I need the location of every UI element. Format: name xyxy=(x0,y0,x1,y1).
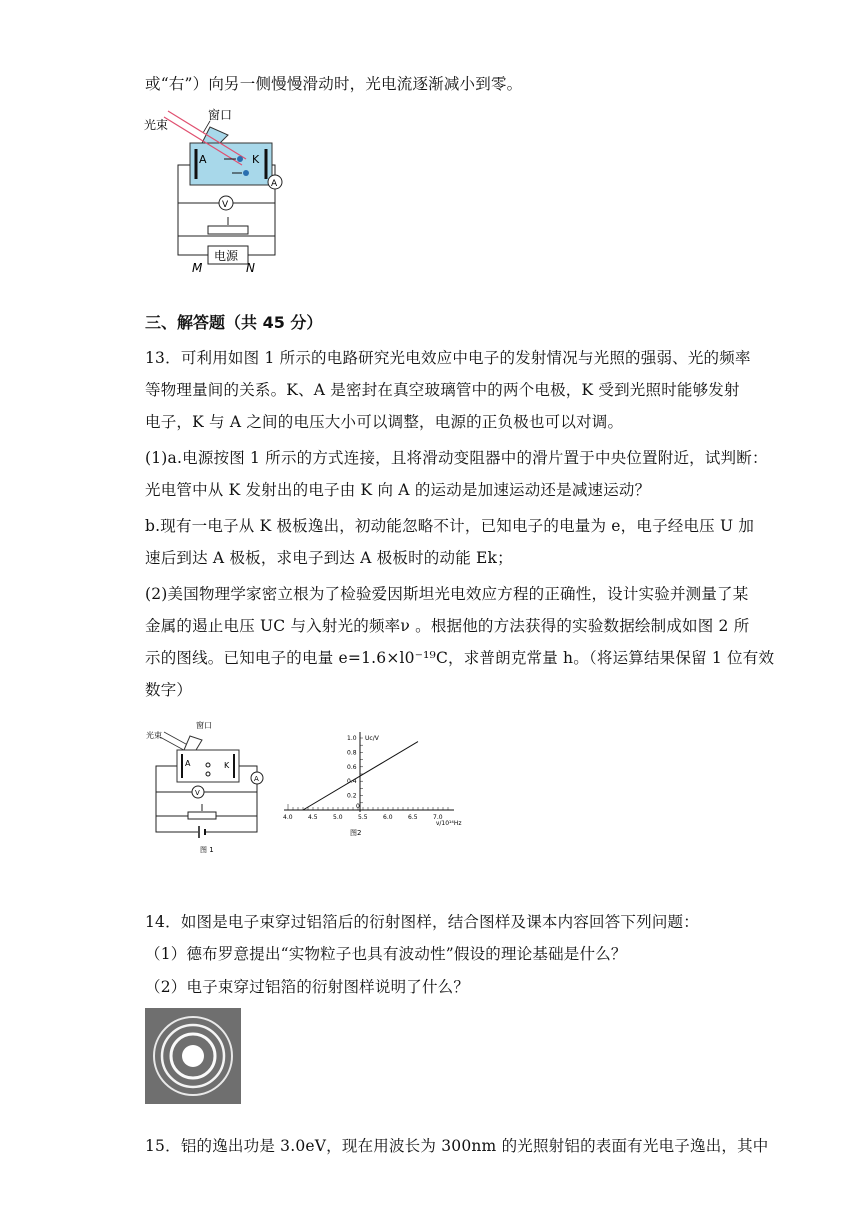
wire xyxy=(178,165,190,203)
q13-line: 13．可利用如图 1 所示的电路研究光电效应中电子的发射情况与光照的强弱、光的频率 xyxy=(145,349,751,367)
fig1-ammeter-label: A xyxy=(254,775,259,783)
x-tick-label: 6.0 xyxy=(383,814,393,821)
x-axis-label: ν/10¹⁴Hz xyxy=(436,820,462,827)
rheostat xyxy=(188,812,216,819)
q13-line: 金属的遏止电压 UC 与入射光的频率ν 。根据他的方法获得的实验数据绘制成如图 2 所 xyxy=(145,617,750,635)
q13-line: (1)a.电源按图 1 所示的方式连接，且将滑动变阻器中的滑片置于中央位置附近，试判断： xyxy=(145,449,768,467)
wire xyxy=(248,236,275,255)
figure-2-chart xyxy=(276,722,476,842)
q13-line: 光电管中从 K 发射出的电子由 K 向 A 的运动是加速运动还是减速运动？ xyxy=(145,481,651,499)
electron xyxy=(243,170,249,176)
q13-line: 示的图线。已知电子的电量 e=1.6×l0⁻¹⁹C，求普朗克常量 h。（将运算结果保留 1 位有效 xyxy=(145,649,775,667)
photoelectric-circuit-figure-top xyxy=(140,105,300,285)
fig1-cathode-label: K xyxy=(224,761,230,770)
cathode-label: K xyxy=(252,153,260,166)
x-tick-label: 5.5 xyxy=(358,814,368,821)
q14-line: （2）电子束穿过铝箔的衍射图样说明了什么？ xyxy=(145,978,470,996)
y-tick-label: 0.6 xyxy=(347,763,357,771)
section-heading: 三、解答题（共 45 分） xyxy=(145,313,323,332)
q13-line: (2)美国物理学家密立根为了检验爱因斯坦光电效应方程的正确性，设计实验并测量了某 xyxy=(145,585,749,603)
ammeter-label: A xyxy=(271,179,278,189)
x-tick-label: 5.0 xyxy=(333,814,343,821)
fig1-anode-label: A xyxy=(185,759,191,768)
x-tick-label: 6.5 xyxy=(408,814,418,821)
rheostat xyxy=(208,226,248,234)
wire xyxy=(239,766,257,772)
x-tick-label: 4.5 xyxy=(308,814,318,821)
q14-line: （1）德布罗意提出“实物粒子也具有波动性”假设的理论基础是什么？ xyxy=(145,945,627,963)
fig1-voltmeter-label: V xyxy=(195,789,200,797)
x-tick-label: 7.0 xyxy=(433,814,443,821)
power-label: 电源 xyxy=(214,249,239,263)
q13-line: 速后到达 A 极板，求电子到达 A 极板时的动能 Ek； xyxy=(145,549,513,567)
q13-line: 电子，K 与 A 之间的电压大小可以调整，电源的正负极也可以对调。 xyxy=(145,413,624,431)
fig2-caption: 图2 xyxy=(350,829,362,837)
tube-window-neck xyxy=(184,736,202,750)
m-label: M xyxy=(192,261,203,275)
wire xyxy=(178,236,208,255)
fig1-beam-label: 光束 xyxy=(146,731,162,740)
y-tick-label: 0.4 xyxy=(347,778,357,786)
electron-diffraction-pattern xyxy=(145,1008,241,1104)
anode-label: A xyxy=(199,153,207,166)
diffraction-center-spot xyxy=(182,1045,204,1067)
voltmeter-label: V xyxy=(222,200,229,210)
q15-line: 15．铝的逸出功是 3.0eV，现在用波长为 300nm 的光照射铝的表面有光电子逸出，其中 xyxy=(145,1137,769,1155)
y-tick-label: 0.2 xyxy=(347,792,357,800)
x-tick-label: 4.0 xyxy=(283,814,293,821)
fig1-window-label: 窗口 xyxy=(196,721,212,730)
q13-line: b.现有一电子从 K 极板逸出，初动能忽略不计，已知电子的电量为 e，电子经电压 U 加 xyxy=(145,517,755,535)
n-label: N xyxy=(246,261,255,275)
q13-line: 等物理量间的关系。K、A 是密封在真空玻璃管中的两个电极，K 受到光照时能够发射 xyxy=(145,381,740,399)
beam-label: 光束 xyxy=(144,118,169,132)
figure-1-circuit xyxy=(142,718,272,858)
q14-line: 14．如图是电子束穿过铝箔后的衍射图样，结合图样及课本内容回答下列问题： xyxy=(145,913,699,931)
y-tick-label: 1.0 xyxy=(347,735,357,742)
window-label: 窗口 xyxy=(208,108,233,122)
intro-line: 或“右”）向另一侧慢慢滑动时，光电流逐渐减小到零。 xyxy=(145,75,523,93)
y-tick-label: 0.8 xyxy=(347,749,357,757)
origin-label: 0 xyxy=(356,803,360,810)
y-axis-label: Uc/V xyxy=(365,735,379,742)
electron xyxy=(237,156,243,162)
q13-line: 数字） xyxy=(145,681,193,699)
fig1-caption: 图 1 xyxy=(200,846,214,854)
wire xyxy=(156,766,177,792)
wire xyxy=(156,784,257,792)
